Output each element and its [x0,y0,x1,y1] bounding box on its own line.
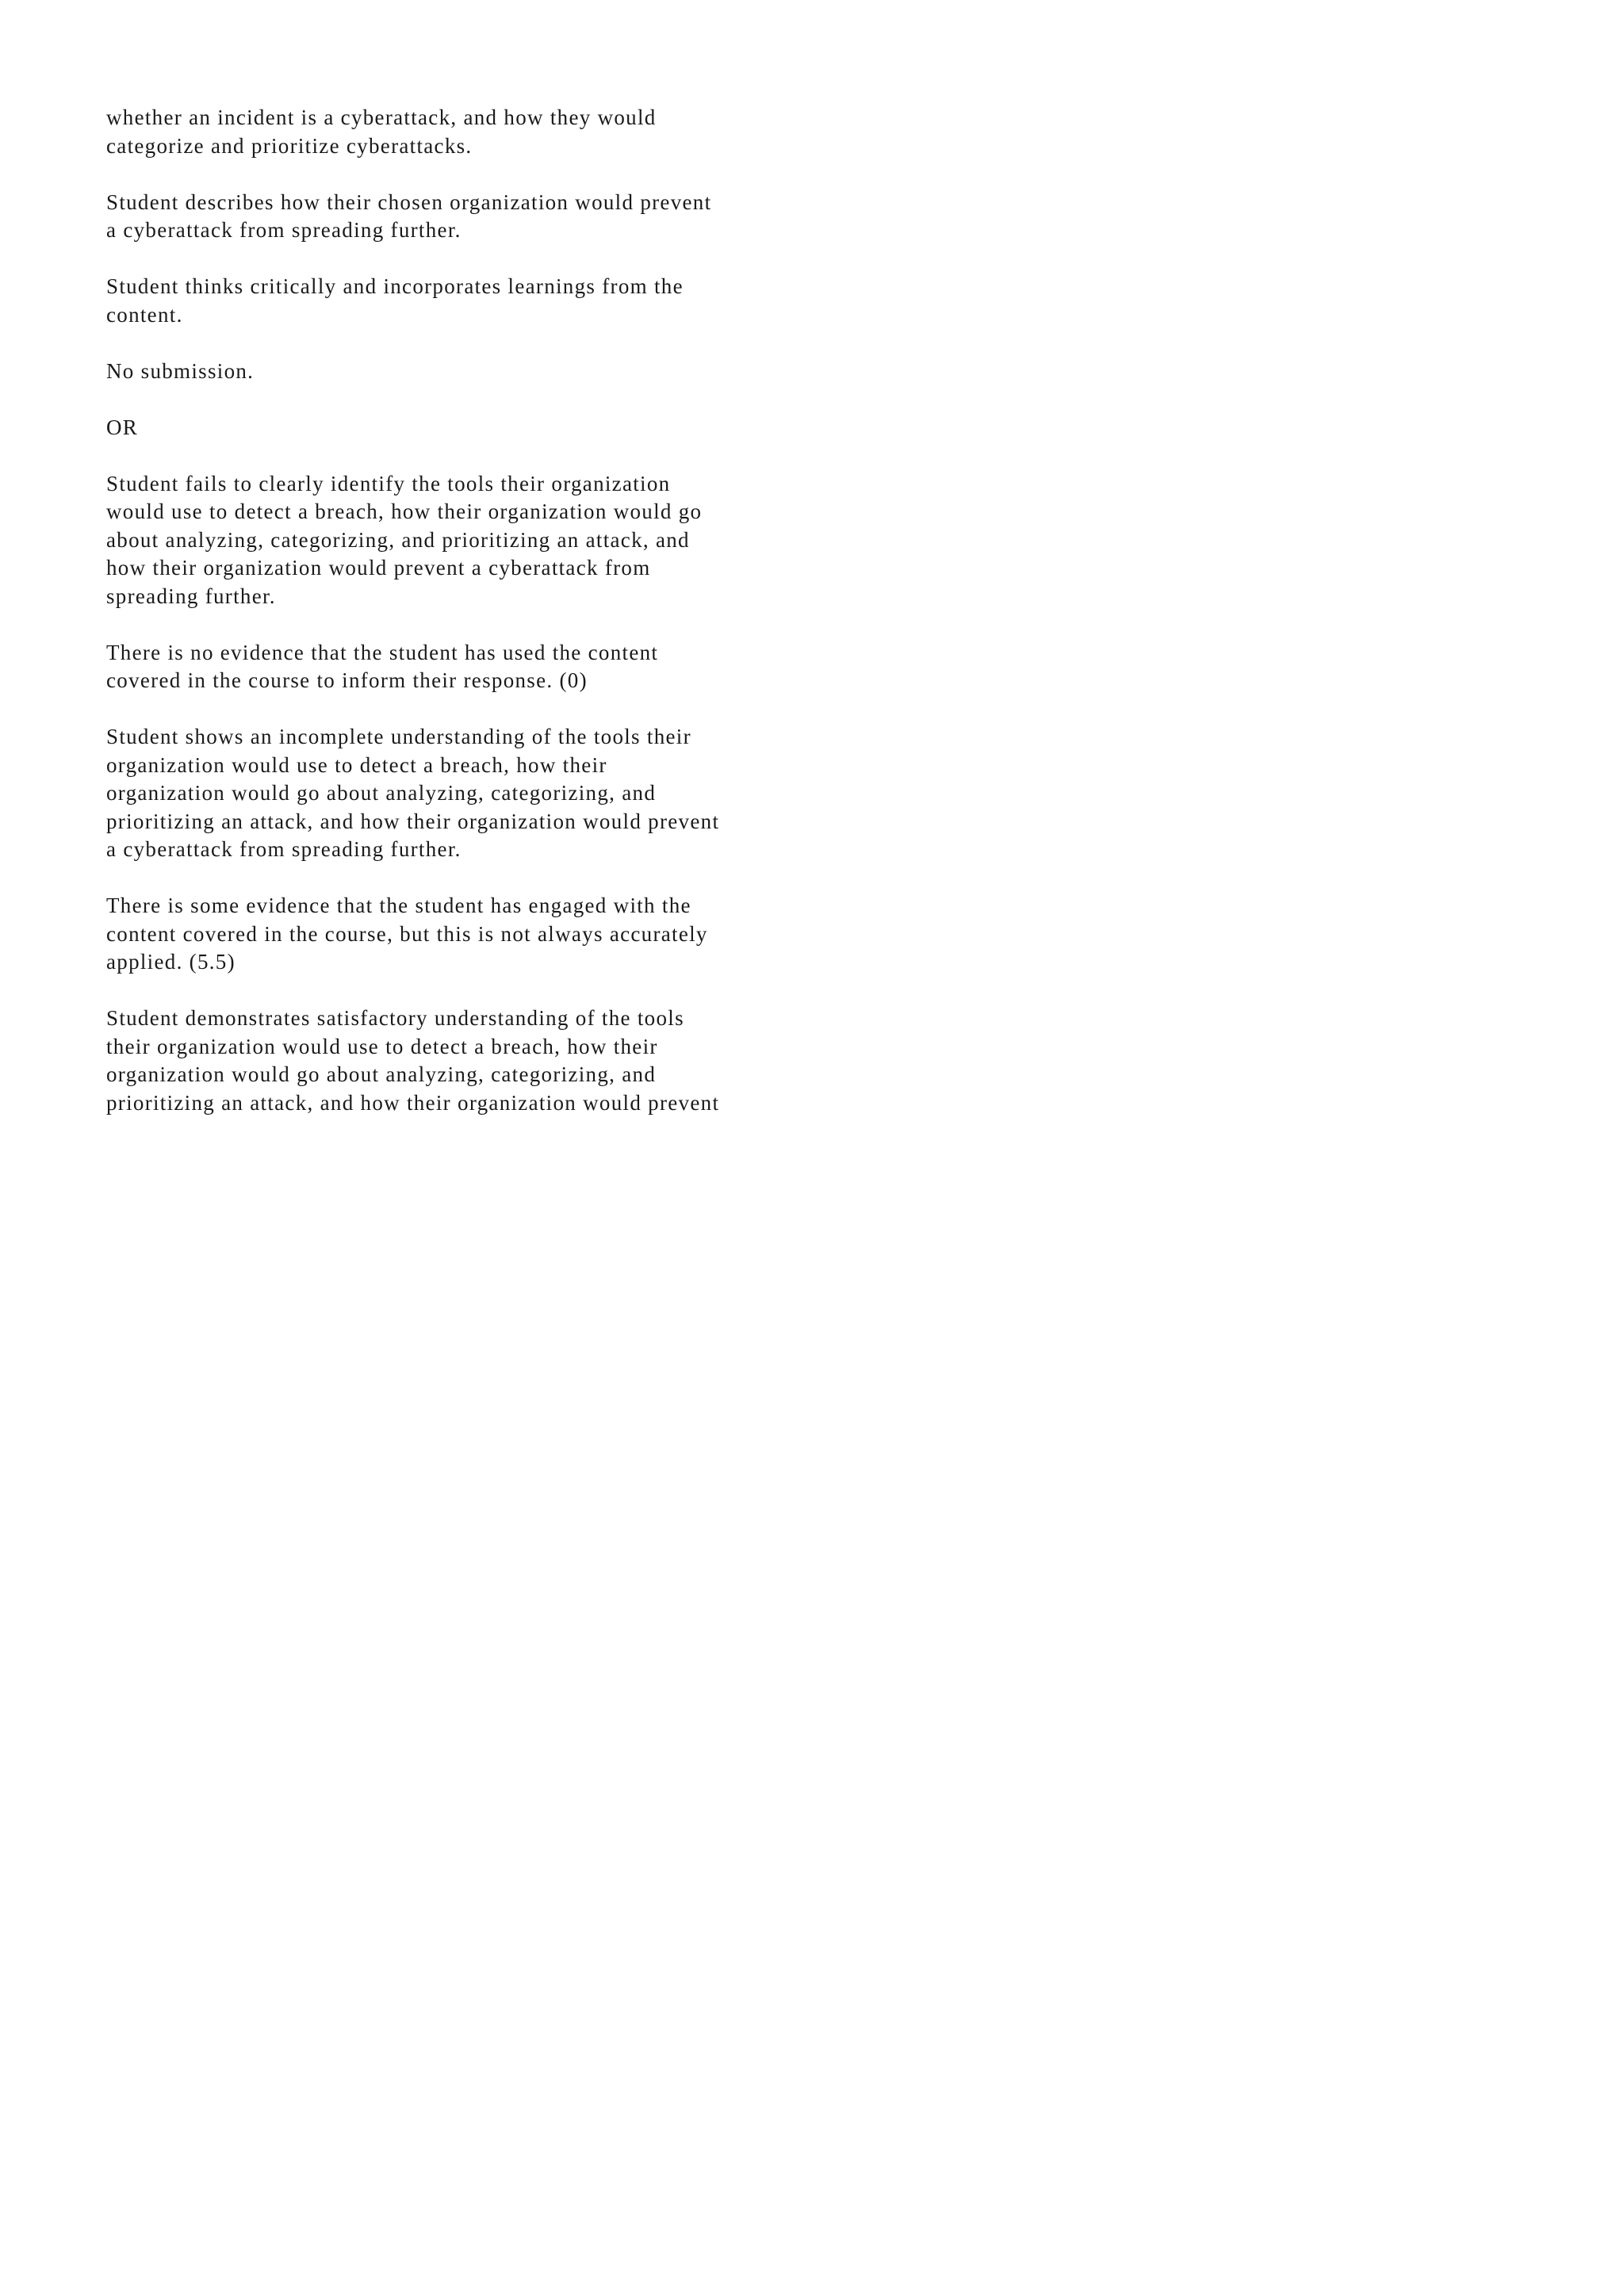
paragraph [106,273,820,329]
text-line: their organization would use to detect a breach, how their [106,1034,658,1058]
text-line: Student describes how their chosen organization would prevent [106,189,712,214]
document-page [0,0,872,1234]
text-line: a cyberattack from spreading further. [106,218,462,242]
text-line: Student fails to clearly identify the tools their organization [106,471,671,496]
text-line: organization would go about analyzing, categorizing, and [106,781,657,805]
text-line: whether an incident is a cyberattack, and how they would [106,105,657,129]
text-line: prioritizing an attack, and how their organization would prevent [106,1090,720,1115]
text-line: applied. (5.5) [106,950,236,974]
text-line: about analyzing, categorizing, and prioritizing an attack, and [106,527,690,552]
text-line: prioritizing an attack, and how their organization would prevent [106,809,720,833]
paragraph [106,104,820,160]
paragraph [106,470,820,611]
paragraph [106,189,820,245]
paragraph [106,639,820,695]
text-line: There is no evidence that the student has used the content [106,640,659,664]
paragraph [106,358,820,386]
text-line: spreading further. [106,584,276,608]
text-line: a cyberattack from spreading further. [106,837,462,861]
document-body [106,104,820,1146]
text-line: categorize and prioritize cyberattacks. [106,133,473,158]
text-line: No submission. [106,358,255,383]
text-line: organization would go about analyzing, categorizing, and [106,1062,657,1086]
text-line: Student shows an incomplete understanding of the tools their [106,725,691,748]
text-line: content covered in the course, but this is not always accurately [106,921,708,946]
text-line: organization would use to detect a breach, how their [106,752,607,777]
text-line: how their organization would prevent a cyberattack from [106,556,651,580]
text-line: Student thinks critically and incorporates learnings from the [106,274,684,298]
text-line: would use to detect a breach, how their organization would go [106,499,703,523]
text-line: covered in the course to inform their response. (0) [106,668,588,692]
paragraph [106,892,820,977]
text-line: There is some evidence that the student has engaged with the [106,894,691,917]
paragraph [106,1004,820,1117]
paragraph [106,723,820,864]
paragraph [106,414,820,442]
text-line: OR [106,415,139,439]
text-line: Student demonstrates satisfactory understanding of the tools [106,1006,684,1030]
text-line: content. [106,302,183,327]
